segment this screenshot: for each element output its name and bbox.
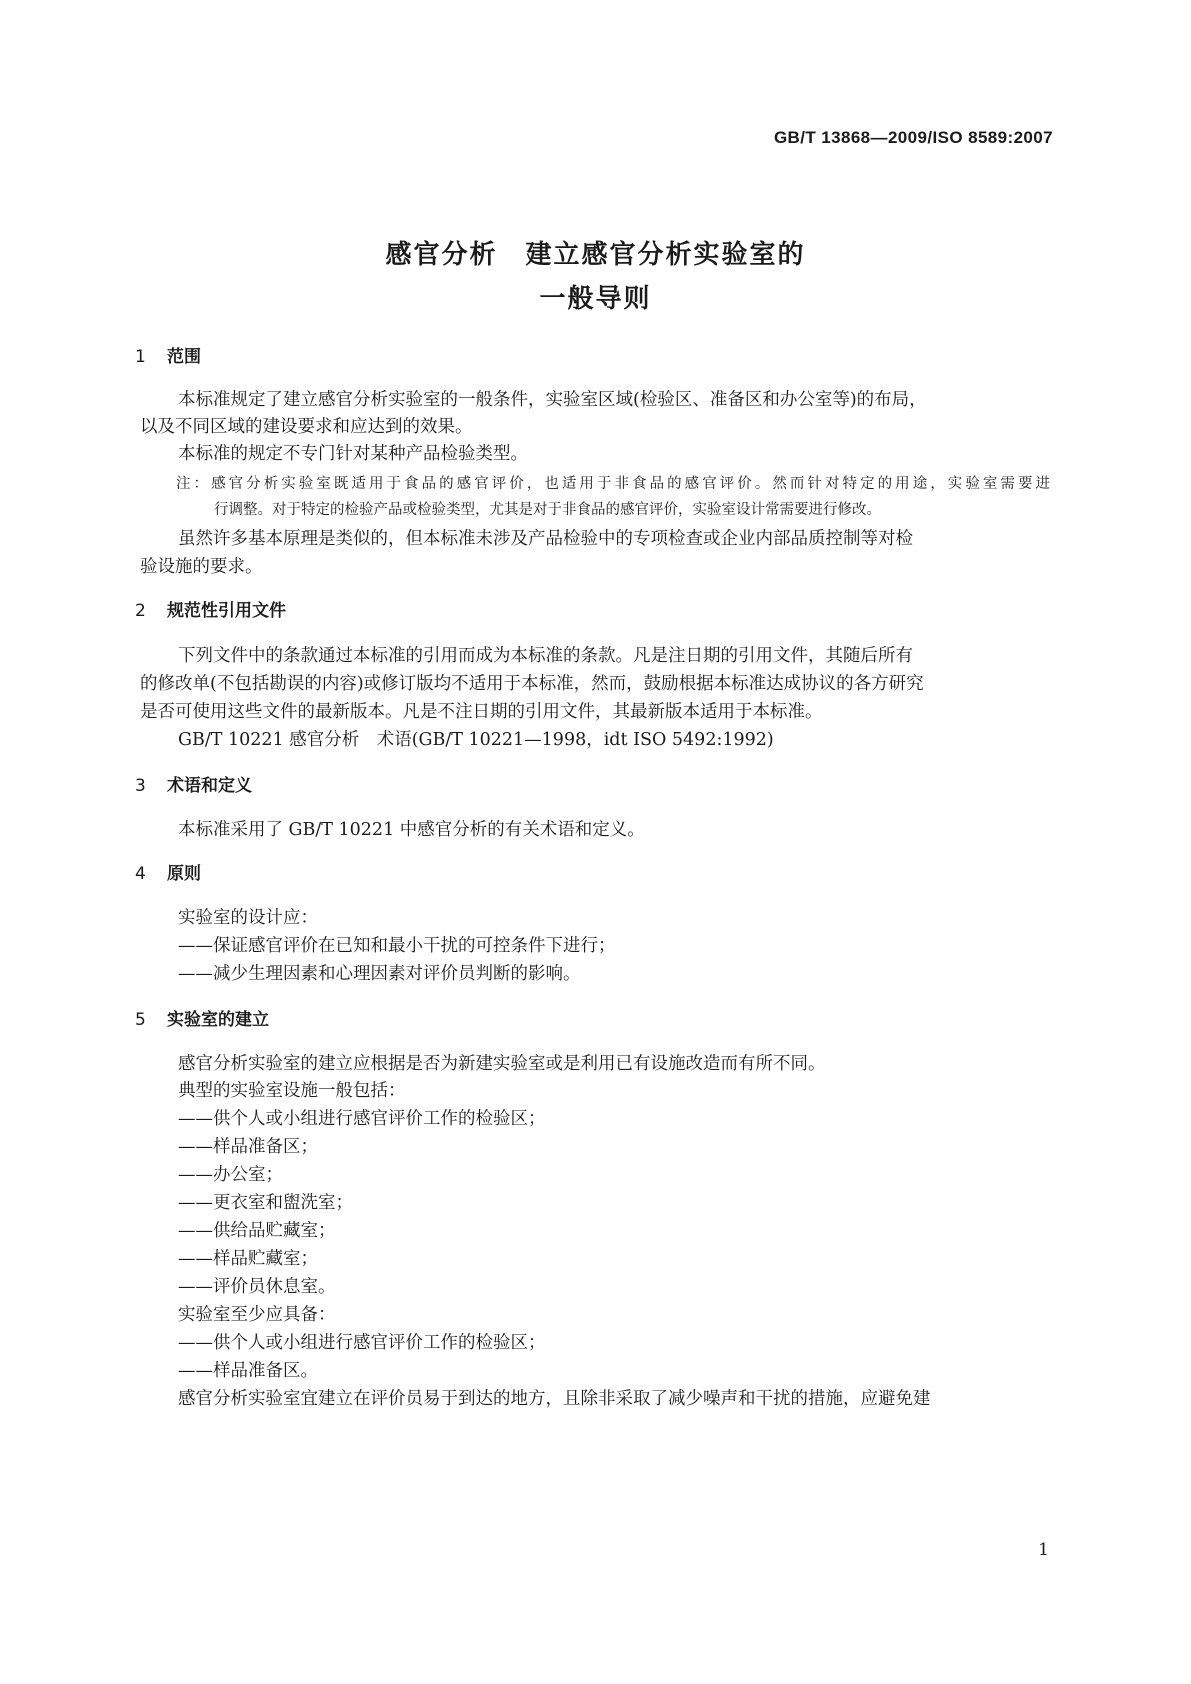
list-item: ——评价员休息室。	[178, 1277, 336, 1297]
section-title: 范围	[167, 347, 201, 367]
s2-normative-reference: GB/T 10221 感官分析 术语(GB/T 10221—1998，idt ISO 5492:1992)	[178, 730, 774, 750]
s1-note-line2: 行调整。对于特定的检验产品或检验类型，尤其是对于非食品的感官评价，实验室设计常需要进行修改。	[214, 502, 881, 518]
s2-para1-line2: 的修改单(不包括勘误的内容)或修订版均不适用于本标准，然而，鼓励根据本标准达成协议的各方研究	[140, 674, 924, 694]
list-item: ——供个人或小组进行感官评价工作的检验区；	[178, 1333, 546, 1353]
list-item: ——样品准备区。	[178, 1361, 318, 1381]
s1-para3-line1: 虽然许多基本原理是类似的，但本标准未涉及产品检验中的专项检查或企业内部品质控制等对检	[178, 529, 913, 549]
section-title: 实验室的建立	[167, 1010, 269, 1030]
list-item: ——供个人或小组进行感官评价工作的检验区；	[178, 1109, 546, 1129]
s1-para1-line2: 以及不同区域的建设要求和应达到的效果。	[140, 417, 473, 437]
section-number: 1	[135, 347, 146, 367]
standard-code: GB/T 13868—2009/ISO 8589:2007	[773, 128, 1053, 147]
section-3-heading	[135, 771, 252, 796]
section-number: 2	[135, 601, 146, 621]
section-number: 5	[135, 1010, 146, 1030]
s1-para3-line2: 验设施的要求。	[140, 557, 263, 577]
s2-para1-line1: 下列文件中的条款通过本标准的引用而成为本标准的条款。凡是注日期的引用文件，其随后所有	[178, 646, 913, 666]
s4-intro: 实验室的设计应：	[178, 908, 318, 928]
s5-para2: 典型的实验室设施一般包括：	[178, 1081, 406, 1101]
s2-para1-line3: 是否可使用这些文件的最新版本。凡是不注日期的引用文件，其最新版本适用于本标准。	[140, 702, 823, 722]
s5-para1: 感官分析实验室的建立应根据是否为新建实验室或是利用已有设施改造而有所不同。	[178, 1054, 826, 1074]
section-title: 规范性引用文件	[167, 601, 286, 621]
list-item: ——样品准备区；	[178, 1137, 318, 1157]
section-title: 术语和定义	[167, 776, 252, 796]
list-item: ——更衣室和盥洗室；	[178, 1193, 353, 1213]
s1-para1-line1: 本标准规定了建立感官分析实验室的一般条件，实验室区域(检验区、准备区和办公室等)的布局，	[178, 390, 927, 410]
section-1-heading	[135, 342, 201, 367]
section-4-heading	[135, 859, 201, 884]
s5-para3: 实验室至少应具备：	[178, 1305, 336, 1325]
s1-note-line1: 注：感官分析实验室既适用于食品的感官评价，也适用于非食品的感官评价。然而针对特定的用途，实验室需要进	[176, 476, 1050, 492]
s5-para4: 感官分析实验室宜建立在评价员易于到达的地方，且除非采取了减少噪声和干扰的措施，应避免建	[178, 1389, 931, 1409]
document-title-line-2: 一般导则	[539, 284, 652, 314]
list-item: ——办公室；	[178, 1165, 283, 1185]
list-item: ——保证感官评价在已知和最小干扰的可控条件下进行；	[178, 936, 616, 956]
section-2-heading	[135, 596, 286, 621]
section-number: 4	[135, 864, 146, 884]
s1-para2: 本标准的规定不专门针对某种产品检验类型。	[178, 444, 528, 464]
page-number: 1	[1038, 1540, 1049, 1560]
list-item: ——样品贮藏室；	[178, 1249, 318, 1269]
section-title: 原则	[167, 864, 201, 884]
list-item: ——供给品贮藏室；	[178, 1221, 336, 1241]
document-title-line-1: 感官分析 建立感官分析实验室的	[385, 240, 806, 270]
list-item: ——减少生理因素和心理因素对评价员判断的影响。	[178, 964, 581, 984]
section-5-heading	[135, 1005, 269, 1030]
s3-para1: 本标准采用了 GB/T 10221 中感官分析的有关术语和定义。	[178, 820, 645, 840]
section-number: 3	[135, 776, 146, 796]
